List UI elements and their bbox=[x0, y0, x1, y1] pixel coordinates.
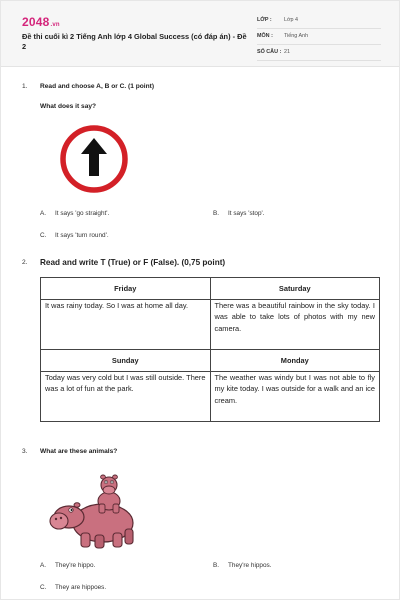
table-row bbox=[41, 300, 380, 350]
option-letter: C. bbox=[40, 584, 47, 591]
table-header-row bbox=[41, 350, 380, 372]
weather-diary-table bbox=[40, 277, 380, 422]
site-logo[interactable] bbox=[22, 15, 60, 29]
option-text: It says 'turn round'. bbox=[55, 232, 109, 239]
logo-main: 2048 bbox=[22, 15, 50, 29]
option-text: They are hippoes. bbox=[55, 584, 107, 591]
meta-row-count bbox=[257, 46, 381, 61]
question-3-number: 3. bbox=[22, 448, 28, 455]
table-header-cell: Sunday bbox=[41, 350, 211, 372]
meta-row-grade bbox=[257, 14, 381, 29]
table-row bbox=[41, 372, 380, 422]
question-1-instruction: Read and choose A, B or C. (1 point) bbox=[40, 83, 155, 90]
logo-sub: .vn bbox=[50, 22, 60, 28]
question-2-instruction: Read and write T (True) or F (False). (0,75 point) bbox=[40, 258, 226, 267]
question-1-option-c[interactable] bbox=[40, 232, 109, 239]
option-letter: A. bbox=[40, 562, 47, 569]
question-3-option-a[interactable] bbox=[40, 562, 95, 569]
question-3-prompt: What are these animals? bbox=[40, 448, 118, 455]
option-letter: A. bbox=[40, 210, 47, 217]
meta-value: 21 bbox=[284, 49, 290, 55]
meta-key: LỚP : bbox=[257, 17, 272, 23]
option-letter: B. bbox=[213, 562, 220, 569]
option-text: They're hippos. bbox=[228, 562, 272, 569]
option-letter: C. bbox=[40, 232, 47, 239]
option-letter: B. bbox=[213, 210, 220, 217]
table-cell: Today was very cold but I was still outside. There was a lot of fun at the park. bbox=[41, 372, 211, 422]
question-1-prompt: What does it say? bbox=[40, 103, 97, 110]
table-header-cell: Monday bbox=[210, 350, 380, 372]
table-cell: The weather was windy but I was not able to fly my kite today. I was outside for a walk and an ice cream. bbox=[210, 372, 380, 422]
question-2-number: 2. bbox=[22, 259, 28, 266]
go-straight-sign-icon bbox=[60, 125, 128, 193]
question-1-option-b[interactable] bbox=[213, 210, 265, 217]
table-cell: It was rainy today. So I was at home all day. bbox=[41, 300, 211, 350]
hippo-illustration-icon bbox=[49, 471, 141, 551]
table-header-row bbox=[41, 278, 380, 300]
meta-key: SỐ CÂU : bbox=[257, 49, 282, 55]
table-cell: There was a beautiful rainbow in the sky today. I was able to take lots of photos with my new camera. bbox=[210, 300, 380, 350]
document-title: Đề thi cuối kì 2 Tiếng Anh lớp 4 Global Success (có đáp án) - Đề 2 bbox=[22, 32, 247, 51]
question-1-number: 1. bbox=[22, 83, 28, 90]
meta-value: Tiếng Anh bbox=[284, 33, 309, 39]
question-1-option-a[interactable] bbox=[40, 210, 109, 217]
meta-row-subject bbox=[257, 30, 381, 45]
meta-value: Lớp 4 bbox=[284, 17, 299, 23]
option-text: They're hippo. bbox=[55, 562, 96, 569]
question-3-option-b[interactable] bbox=[213, 562, 272, 569]
option-text: It says 'go straight'. bbox=[55, 210, 110, 217]
question-3-option-c[interactable] bbox=[40, 584, 106, 591]
document-header bbox=[1, 1, 400, 67]
table-header-cell: Friday bbox=[41, 278, 211, 300]
meta-key: MÔN : bbox=[257, 33, 273, 39]
table-header-cell: Saturday bbox=[210, 278, 380, 300]
option-text: It says 'stop'. bbox=[228, 210, 265, 217]
